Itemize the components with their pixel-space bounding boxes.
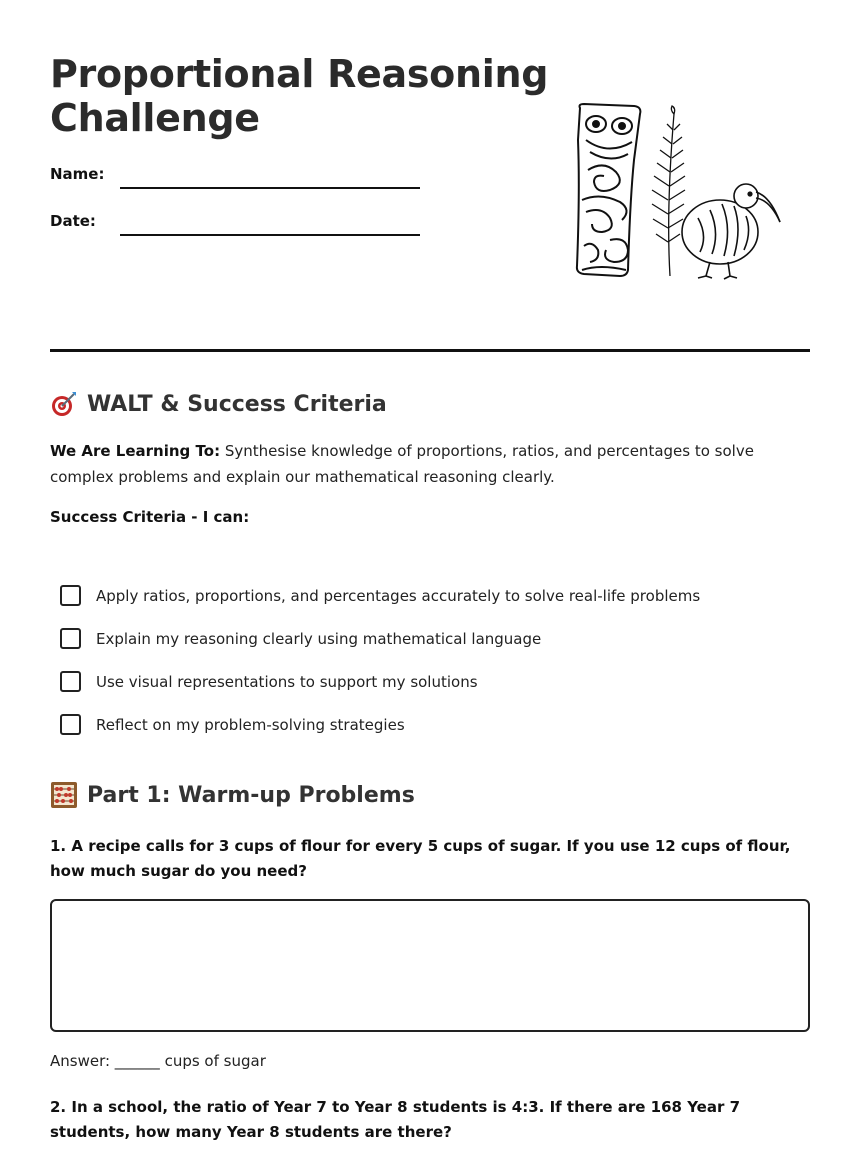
criteria-text: Use visual representations to support my solutions bbox=[96, 672, 478, 691]
walt-prefix: We Are Learning To: bbox=[50, 442, 221, 460]
walt-text: Synthesise knowledge of proportions, ratios, and percentages to solve complex problems and explain our mathematical reasoning clearly. bbox=[50, 442, 754, 486]
abacus-icon bbox=[50, 781, 78, 809]
walt-heading-text: WALT & Success Criteria bbox=[87, 391, 387, 417]
page-title bbox=[50, 52, 550, 140]
criteria-checkbox[interactable] bbox=[60, 671, 81, 692]
criteria-checkbox[interactable] bbox=[60, 714, 81, 735]
criteria-text: Explain my reasoning clearly using mathematical language bbox=[96, 629, 542, 648]
date-label: Date: bbox=[50, 212, 96, 230]
success-criteria-label: Success Criteria - I can: bbox=[50, 508, 250, 526]
criteria-text: Apply ratios, proportions, and percentages accurately to solve real-life problems bbox=[96, 586, 701, 605]
title-line-2: Challenge bbox=[50, 96, 260, 140]
criteria-item bbox=[60, 703, 820, 746]
header-divider bbox=[50, 349, 810, 352]
criteria-checkbox[interactable] bbox=[60, 628, 81, 649]
fern-icon bbox=[652, 106, 685, 276]
question-1: 1. A recipe calls for 3 cups of flour for every 5 cups of sugar. If you use 12 cups of flour, how much sugar do you need? bbox=[50, 837, 791, 880]
kiwi-icon bbox=[682, 184, 780, 279]
criteria-item bbox=[60, 617, 820, 660]
carving-icon bbox=[577, 104, 641, 276]
criteria-checkbox[interactable] bbox=[60, 585, 81, 606]
maori-carving-fern-kiwi-illustration bbox=[570, 100, 790, 282]
question-1-answer-box[interactable] bbox=[50, 899, 810, 1032]
success-criteria-list bbox=[60, 574, 820, 746]
walt-statement bbox=[50, 438, 810, 490]
part1-heading bbox=[50, 781, 415, 809]
date-field[interactable] bbox=[120, 234, 420, 236]
walt-heading bbox=[50, 390, 387, 418]
part1-heading-text: Part 1: Warm-up Problems bbox=[87, 782, 415, 808]
question-1-answer-line: Answer: ______ cups of sugar bbox=[50, 1052, 266, 1070]
criteria-item bbox=[60, 660, 820, 703]
question-2: 2. In a school, the ratio of Year 7 to Year 8 students is 4:3. If there are 168 Year 7 students, how many Year 8 students are there? bbox=[50, 1098, 741, 1141]
name-field[interactable] bbox=[120, 187, 420, 189]
criteria-text: Reflect on my problem-solving strategies bbox=[96, 715, 405, 734]
title-line-1: Proportional Reasoning bbox=[50, 52, 549, 96]
name-label: Name: bbox=[50, 165, 105, 183]
criteria-item bbox=[60, 574, 820, 617]
target-icon bbox=[50, 390, 78, 418]
